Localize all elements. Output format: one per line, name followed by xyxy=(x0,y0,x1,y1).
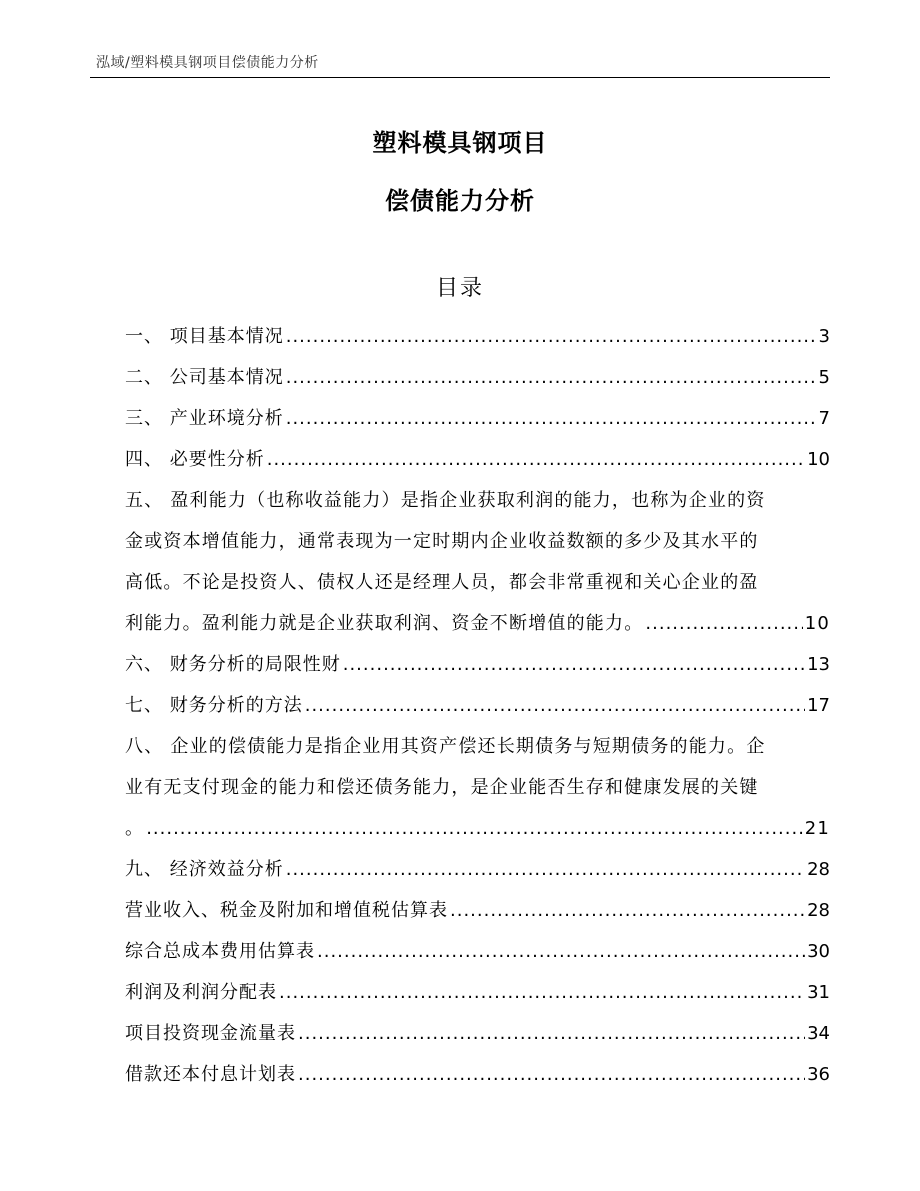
toc-entry-title: 一、 项目基本情况 xyxy=(125,326,284,347)
toc-entry[interactable] xyxy=(125,398,830,439)
toc-entry-page: 7 xyxy=(818,408,830,429)
toc-entry-page: 17 xyxy=(807,695,830,716)
toc-dot-leader xyxy=(298,1013,805,1054)
running-header: 泓域/塑料模具钢项目偿债能力分析 xyxy=(96,55,319,71)
toc-entry[interactable] xyxy=(125,480,830,644)
toc-entry-title: 借款还本付息计划表 xyxy=(125,1064,296,1085)
toc-entry[interactable] xyxy=(125,726,830,849)
toc-entry-title: 三、 产业环境分析 xyxy=(125,408,284,429)
toc-entry-title: 四、 必要性分析 xyxy=(125,449,265,470)
toc-entry[interactable] xyxy=(125,931,830,972)
toc-entry-title-line: 高低。不论是投资人、债权人还是经理人员，都会非常重视和关心企业的盈 xyxy=(125,572,759,593)
toc-dot-leader xyxy=(146,808,802,849)
toc-entry[interactable] xyxy=(125,890,830,931)
toc-entry-page: 28 xyxy=(807,859,830,880)
toc-dot-leader xyxy=(645,603,802,644)
toc-entry[interactable] xyxy=(125,316,830,357)
toc-dot-leader xyxy=(305,685,805,726)
toc-entry-page: 28 xyxy=(807,900,830,921)
toc-heading: 目录 xyxy=(435,276,484,301)
toc-entry-title-line: 业有无支付现金的能力和偿还债务能力，是企业能否生存和健康发展的关键 xyxy=(125,777,759,798)
toc-dot-leader xyxy=(267,439,805,480)
toc-entry-title: 九、 经济效益分析 xyxy=(125,859,284,880)
toc-entry-page: 10 xyxy=(807,449,830,470)
toc-entry-title: 营业收入、税金及附加和增值税估算表 xyxy=(125,900,448,921)
toc-entry-page: 10 xyxy=(804,613,830,634)
toc-entry-page: 3 xyxy=(818,326,830,347)
toc-entry-title: 二、 公司基本情况 xyxy=(125,367,284,388)
toc-entry-title-line: 八、 企业的偿债能力是指企业用其资产偿还长期债务与短期债务的能力。企 xyxy=(125,736,766,757)
toc-entry-title-line: 金或资本增值能力，通常表现为一定时期内企业收益数额的多少及其水平的 xyxy=(125,531,759,552)
toc-dot-leader xyxy=(279,972,805,1013)
toc-entry[interactable] xyxy=(125,439,830,480)
toc-dot-leader xyxy=(286,357,817,398)
toc-entry[interactable] xyxy=(125,1013,830,1054)
toc-entry[interactable] xyxy=(125,849,830,890)
toc-dot-leader xyxy=(286,849,805,890)
toc-entry-title: 利润及利润分配表 xyxy=(125,982,277,1003)
toc-entry-page: 21 xyxy=(804,818,830,839)
header-rule xyxy=(90,77,830,78)
toc-dot-leader xyxy=(286,398,817,439)
toc-entry-page: 5 xyxy=(818,367,830,388)
toc-entry-page: 34 xyxy=(807,1023,830,1044)
toc-entry-title-line: 利能力。盈利能力就是企业获取利润、资金不断增值的能力。 xyxy=(125,613,644,634)
toc-entry-title: 六、 财务分析的局限性财 xyxy=(125,654,341,675)
toc-entry-title: 项目投资现金流量表 xyxy=(125,1023,296,1044)
toc-entry-page: 36 xyxy=(807,1064,830,1085)
toc-entry-page: 13 xyxy=(807,654,830,675)
toc-entry-title: 综合总成本费用估算表 xyxy=(125,941,315,962)
document-title-line-1: 塑料模具钢项目 xyxy=(372,129,548,157)
toc-dot-leader xyxy=(317,931,805,972)
toc-entry[interactable] xyxy=(125,644,830,685)
toc-entry[interactable] xyxy=(125,1054,830,1095)
toc-entry-title-line: 五、 盈利能力（也称收益能力）是指企业获取利润的能力，也称为企业的资 xyxy=(125,490,766,511)
toc-dot-leader xyxy=(450,890,805,931)
toc-entry-title: 七、 财务分析的方法 xyxy=(125,695,303,716)
table-of-contents xyxy=(125,316,830,1095)
toc-dot-leader xyxy=(343,644,805,685)
toc-entry-title-line: 。 xyxy=(125,818,145,839)
toc-entry[interactable] xyxy=(125,972,830,1013)
toc-entry[interactable] xyxy=(125,357,830,398)
document-title-line-2: 偿债能力分析 xyxy=(385,187,535,215)
toc-entry-page: 30 xyxy=(807,941,830,962)
toc-entry[interactable] xyxy=(125,685,830,726)
toc-entry-page: 31 xyxy=(807,982,830,1003)
toc-dot-leader xyxy=(286,316,817,357)
toc-dot-leader xyxy=(298,1054,805,1095)
